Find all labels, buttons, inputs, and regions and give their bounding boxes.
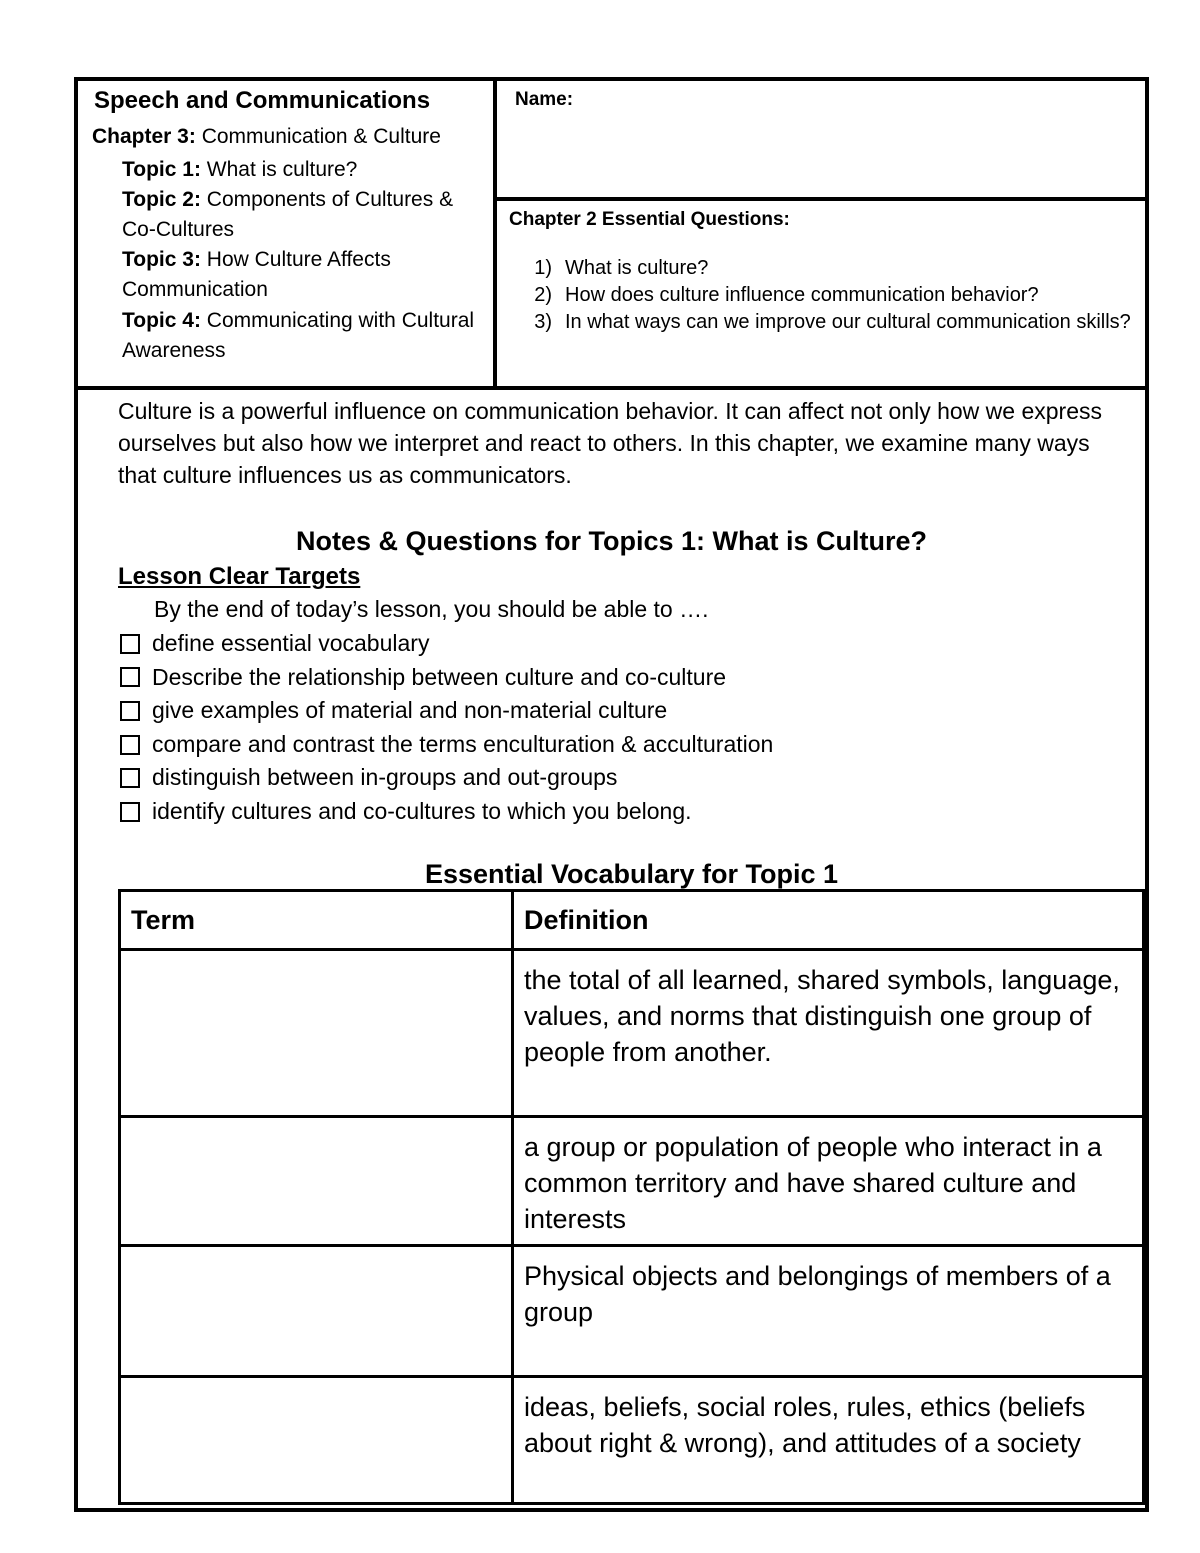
target-item[interactable] [120, 694, 773, 728]
checkbox-icon[interactable] [120, 735, 140, 755]
topic-label: Topic 2: [122, 188, 201, 211]
target-item[interactable] [120, 661, 773, 695]
lesson-targets-title: Lesson Clear Targets [118, 563, 361, 590]
notes-title: Notes & Questions for Topics 1: What is Culture? [295, 526, 928, 556]
checkbox-icon[interactable] [120, 701, 140, 721]
table-row [120, 1377, 1144, 1504]
target-text: compare and contrast the terms enculturation & acculturation [152, 730, 774, 757]
topic-3 [122, 245, 482, 305]
checkbox-icon[interactable] [120, 667, 140, 687]
essential-question [509, 282, 1134, 309]
term-header: Term [120, 891, 513, 950]
topic-text: What is culture? [200, 158, 358, 181]
vocab-title: Essential Vocabulary for Topic 1 [424, 859, 839, 889]
vocab-table [118, 889, 1145, 1505]
essential-question [509, 309, 1134, 336]
definition-cell: ideas, beliefs, social roles, rules, ethics (beliefs about right & wrong), and attitudes of a society [513, 1377, 1144, 1504]
question-number: 3) [534, 311, 552, 333]
checkbox-icon[interactable] [120, 634, 140, 654]
target-text: define essential vocabulary [152, 630, 430, 656]
question-number: 1) [534, 257, 552, 279]
essential-question [509, 255, 1134, 282]
worksheet-frame [74, 77, 1149, 1512]
topic-2 [122, 185, 482, 245]
question-text: How does culture influence communication behavior? [565, 284, 1039, 306]
chapter-text: Communication & Culture [195, 125, 441, 148]
definition-cell: a group or population of people who interact in a common territory and have shared culture and interests [513, 1117, 1144, 1246]
question-number: 2) [534, 284, 552, 306]
term-cell[interactable] [120, 1246, 513, 1377]
checkbox-icon[interactable] [120, 802, 140, 822]
name-box[interactable] [497, 81, 1145, 201]
term-cell[interactable] [120, 1117, 513, 1246]
targets-list [120, 627, 773, 829]
target-item[interactable] [120, 728, 773, 762]
question-text: In what ways can we improve our cultural communication skills? [565, 311, 1131, 333]
topic-4 [122, 306, 482, 366]
term-cell[interactable] [120, 1377, 513, 1504]
chapter-label: Chapter 3: [92, 125, 196, 148]
topic-label: Topic 1: [122, 158, 201, 181]
definition-cell: Physical objects and belongings of members of a group [513, 1246, 1144, 1377]
target-text: distinguish between in-groups and out-groups [152, 764, 618, 791]
target-text: Describe the relationship between culture and co-culture [152, 663, 727, 690]
topic-text: Communicating with Cultural Awareness [122, 309, 475, 362]
term-cell[interactable] [120, 950, 513, 1117]
target-text: give examples of material and non-material culture [152, 697, 668, 724]
table-header-row [120, 891, 1144, 950]
essential-questions-box [497, 201, 1145, 390]
topic-label: Topic 4: [122, 309, 201, 332]
course-info-box [78, 81, 497, 390]
target-text: identify cultures and co-cultures to which you belong. [152, 797, 692, 824]
definition-cell: the total of all learned, shared symbols, language, values, and norms that distinguish one group of people from another. [513, 950, 1144, 1117]
table-row [120, 950, 1144, 1117]
target-item[interactable] [120, 795, 773, 829]
lesson-intro-line: By the end of today’s lesson, you should be able to …. [154, 596, 709, 622]
topic-1 [122, 155, 482, 185]
checkbox-icon[interactable] [120, 768, 140, 788]
topic-text: Components of Cultures & Co-Cultures [122, 188, 454, 241]
course-title: Speech and Communications [94, 87, 431, 114]
intro-paragraph: Culture is a powerful influence on communication behavior. It can affect not only how we express ourselves but also how we interpret and react to others. In this chapter, we examine many ways that culture influences us as communicators. [118, 398, 1103, 488]
name-label: Name: [515, 89, 574, 110]
chapter-line [92, 125, 441, 149]
topic-label: Topic 3: [122, 248, 201, 271]
target-item[interactable] [120, 627, 773, 661]
topic-text: How Culture Affects Communication [122, 248, 391, 301]
essential-questions-title: Chapter 2 Essential Questions: [509, 209, 790, 230]
essential-questions-list [509, 255, 1134, 336]
question-text: What is culture? [565, 257, 709, 279]
definition-header: Definition [513, 891, 1144, 950]
table-row [120, 1117, 1144, 1246]
target-item[interactable] [120, 761, 773, 795]
table-row [120, 1246, 1144, 1377]
